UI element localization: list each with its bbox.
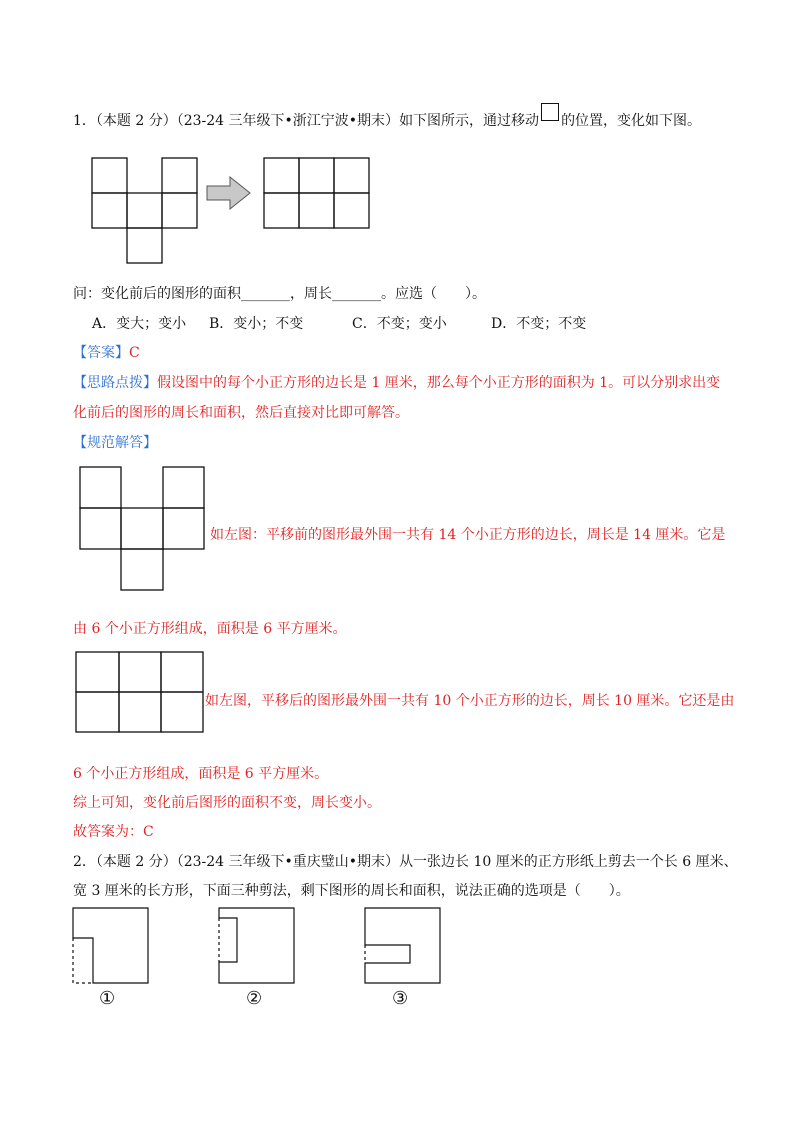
q1-meta: （本题 2 分）（23-24 三年级下•浙江宁波•期末） xyxy=(95,113,400,129)
solution-line4: 6 个小正方形组成，面积是 6 平方厘米。 xyxy=(73,766,329,782)
q1-option-a: A．变大；变小 xyxy=(92,316,187,332)
solution-tag: 【规范解答】 xyxy=(73,435,157,451)
q1-question: 问：变化前后的图形的面积_______，周长_______。应选（ ）。 xyxy=(73,286,486,302)
q1-stem-b: 的位置，变化如下图。 xyxy=(561,113,702,129)
q1-option-b: B．变小；不变 xyxy=(209,316,304,332)
solution-line5: 综上可知，变化前后图形的面积不变，周长变小。 xyxy=(73,795,381,811)
q1-option-d: D．不变；不变 xyxy=(491,316,587,332)
answer-value: C xyxy=(129,345,140,361)
q2-figure-3 xyxy=(365,908,440,983)
solution-before-shape xyxy=(80,467,204,590)
q2-stem-1: 从一张边长 10 厘米的正方形纸上剪去一个长 6 厘米、 xyxy=(399,854,738,870)
q1-stem-a: 如下图所示，通过移动 xyxy=(399,113,540,129)
q1-answer xyxy=(73,343,140,363)
hint-tag: 【思路点拨】 xyxy=(73,375,157,391)
q2-stem-line2: 宽 3 厘米的长方形，下面三种剪法，剩下图形的周长和面积，说法正确的选项是（ ）。 xyxy=(73,883,630,899)
q1-number: 1． xyxy=(73,113,96,129)
solution-line3: 如左图，平移后的图形最外围一共有 10 个小正方形的边长，周长 10 厘米。它还是由 xyxy=(205,693,735,709)
q1-before-shape xyxy=(92,158,197,263)
q1-hint-line2: 化前后的图形的周长和面积，然后直接对比即可解答。 xyxy=(73,405,409,421)
q2-label-2: ② xyxy=(246,988,263,1009)
right-arrow-icon xyxy=(207,177,250,209)
q2-number: 2． xyxy=(73,854,96,870)
q2-header xyxy=(73,852,738,872)
solution-line1: 如左图：平移前的图形最外围一共有 14 个小正方形的边长，周长是 14 厘米。它是 xyxy=(210,527,726,543)
q2-figure-2 xyxy=(219,908,294,983)
q2-label-3: ③ xyxy=(392,988,409,1009)
solution-after-shape xyxy=(76,652,203,732)
q1-option-c: C．不变；变小 xyxy=(352,316,447,332)
solution-line2: 由 6 个小正方形组成，面积是 6 平方厘米。 xyxy=(73,621,347,637)
final-answer: 故答案为：C xyxy=(73,824,154,840)
q2-label-1: ① xyxy=(99,988,116,1009)
q2-meta: （本题 2 分）（23-24 三年级下•重庆璧山•期末） xyxy=(95,854,400,870)
answer-tag: 【答案】 xyxy=(73,345,129,361)
q1-hint-line1 xyxy=(73,373,720,393)
hint-text-1: 假设图中的每个小正方形的边长是 1 厘米，那么每个小正方形的面积为 1。可以分别求出变 xyxy=(157,375,721,391)
q2-figure-1 xyxy=(73,908,148,983)
q1-after-shape xyxy=(264,158,369,228)
